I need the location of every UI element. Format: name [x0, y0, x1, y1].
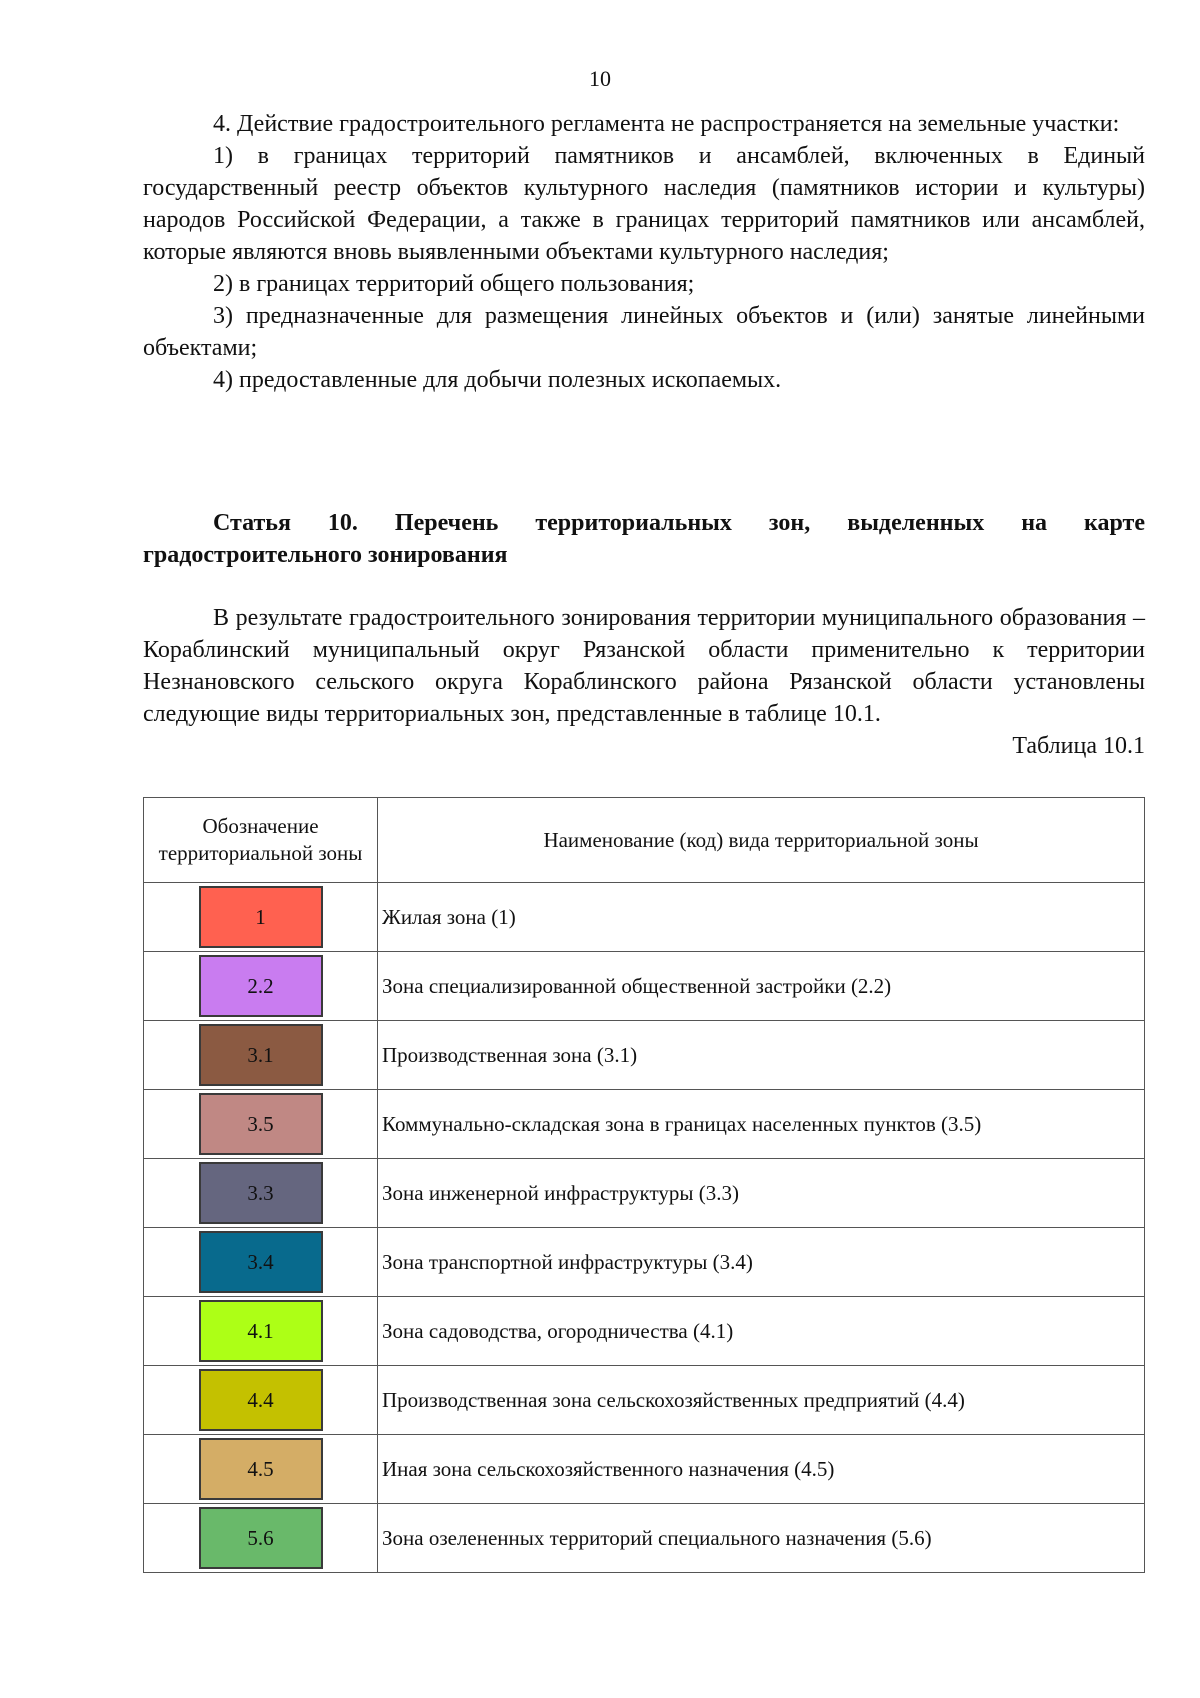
zone-name-cell: Зона садоводства, огородничества (4.1)	[378, 1297, 1145, 1366]
zone-code-cell	[144, 1021, 378, 1090]
zone-name-cell: Производственная зона (3.1)	[378, 1021, 1145, 1090]
zone-name-cell: Зона инженерной инфраструктуры (3.3)	[378, 1159, 1145, 1228]
table-body	[144, 883, 1145, 1573]
zone-name-cell: Зона специализированной общественной застройки (2.2)	[378, 952, 1145, 1021]
zone-code-cell	[144, 1090, 378, 1159]
table-row	[144, 952, 1145, 1021]
zone-name-cell: Зона транспортной инфраструктуры (3.4)	[378, 1228, 1145, 1297]
zone-color-swatch: 4.4	[199, 1369, 323, 1431]
zone-name-cell: Иная зона сельскохозяйственного назначения (4.5)	[378, 1435, 1145, 1504]
zone-code-cell	[144, 1297, 378, 1366]
paragraph-clause-4: 4. Действие градостроительного регламента не распространяется на земельные участки:	[213, 111, 1120, 137]
zone-code-cell	[144, 1435, 378, 1504]
zones-table	[143, 797, 1145, 1573]
intro-section	[143, 602, 1145, 762]
zone-color-swatch: 4.5	[199, 1438, 323, 1500]
table-row	[144, 1021, 1145, 1090]
header-code: Обозначение территориальной зоны	[144, 798, 378, 883]
table-caption: Таблица 10.1	[1012, 733, 1145, 759]
table-row	[144, 1228, 1145, 1297]
table-row	[144, 1504, 1145, 1573]
article-body	[143, 108, 1145, 396]
list-item-4: 4) предоставленные для добычи полезных ископаемых.	[213, 367, 782, 393]
table-row	[144, 883, 1145, 952]
zone-color-swatch: 4.1	[199, 1300, 323, 1362]
table-row	[144, 1159, 1145, 1228]
zone-color-swatch: 5.6	[199, 1507, 323, 1569]
zone-color-swatch: 3.4	[199, 1231, 323, 1293]
zone-code-cell	[144, 1366, 378, 1435]
table-header-row	[144, 798, 1145, 883]
zone-color-swatch: 2.2	[199, 955, 323, 1017]
list-item-3: 3) предназначенные для размещения линейных объектов и (или) занятые линейными объектами;	[143, 303, 1145, 361]
zone-color-swatch: 3.5	[199, 1093, 323, 1155]
zone-code-cell	[144, 1159, 378, 1228]
zone-name-cell: Жилая зона (1)	[378, 883, 1145, 952]
article-heading: Статья 10. Перечень территориальных зон, выделенных на карте градостроительного зонирования	[143, 510, 1145, 568]
zone-code-cell	[144, 952, 378, 1021]
zone-code-cell	[144, 1228, 378, 1297]
header-name: Наименование (код) вида территориальной зоны	[378, 798, 1145, 883]
zone-name-cell: Зона озелененных территорий специального назначения (5.6)	[378, 1504, 1145, 1573]
table-row	[144, 1297, 1145, 1366]
list-item-1: 1) в границах территорий памятников и ансамблей, включенных в Единый государственный реестр объектов культурного наследия (памятников истории и культуры) народов Российской Федерации, а также в границах территорий памятников или ансамблей, которые являются вновь выявленными объектами культурного наследия;	[143, 143, 1145, 265]
list-item-2: 2) в границах территорий общего пользования;	[213, 271, 695, 297]
zone-code-cell	[144, 1504, 378, 1573]
table-row	[144, 1366, 1145, 1435]
intro-paragraph: В результате градостроительного зонирования территории муниципального образования – Кораблинский муниципальный округ Рязанской области применительно к территории Незнановского сельского округа Кораблинского района Рязанской области установлены следующие виды территориальных зон, представленные в таблице 10.1.	[143, 605, 1145, 727]
zone-name-cell: Коммунально-складская зона в границах населенных пунктов (3.5)	[378, 1090, 1145, 1159]
zone-color-swatch: 1	[199, 886, 323, 948]
article-10-section	[143, 507, 1145, 571]
zone-color-swatch: 3.3	[199, 1162, 323, 1224]
zone-code-cell	[144, 883, 378, 952]
table-row	[144, 1090, 1145, 1159]
zone-name-cell: Производственная зона сельскохозяйственных предприятий (4.4)	[378, 1366, 1145, 1435]
page-number: 10	[589, 66, 611, 91]
table-row	[144, 1435, 1145, 1504]
zone-color-swatch: 3.1	[199, 1024, 323, 1086]
